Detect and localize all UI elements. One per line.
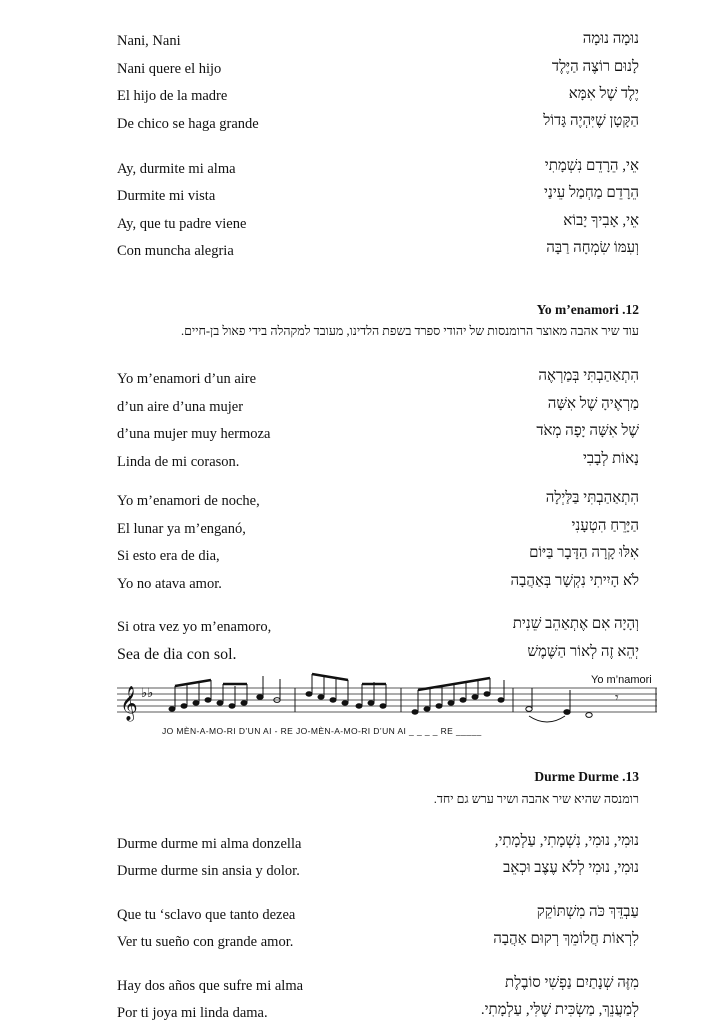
verse-line-es: Nani quere el hijo: [117, 61, 222, 77]
key-signature-icon: ♭♭: [141, 686, 154, 701]
staff-lines: [117, 688, 657, 712]
verse-line-es: Yo m’enamori de noche,: [117, 493, 260, 509]
verse-line-he: הַיָּרֵחַ הִטְעָנִי: [571, 518, 639, 534]
verse-line-he: הֵרָדֵם מַחְמַל עֵינַי: [544, 185, 639, 201]
verse-line-es: Hay dos años que sufre mi alma: [117, 978, 304, 994]
verse-line-he: לְמַעֲנֵךְ, מַשְׂכִּית שֶׁלִּי, עַלְמָתִי.: [480, 1002, 639, 1018]
verse-line-he: נוּמָה נוּמָה: [582, 31, 639, 47]
verse-line-es: Ay, durmite mi alma: [117, 161, 236, 177]
verse-line-es: Que tu ‘sclavo que tanto dezea: [117, 907, 296, 923]
score-lyric: JO MÈN-A-MO-RI D’UN AI - RE JO-MÈN-A-MO-RI D’UN AI _ _ _ _ RE _____: [162, 726, 482, 736]
verse-line-es: Con muncha alegria: [117, 243, 234, 259]
verse-line-he: שֶׁל אִשָּׁה יָפָה מְאֹד: [536, 423, 639, 439]
verse-line-es: Yo m’enamori d’un aire: [117, 371, 257, 387]
music-score: [117, 672, 657, 748]
verse-line-he: יְהֵא זֶה לְאוֹר הַשֶּׁמֶשׁ: [527, 644, 639, 660]
verse-line-he: אֵי, אָבִיךָ יָבוֹא: [563, 213, 639, 229]
song-title: Durme Durme: [534, 769, 619, 784]
verse-line-es: Por ti joya mi linda dama.: [117, 1005, 268, 1021]
verse-line-he: וְהָיָה אִם אֶתְאַהֵב שֵׁנִית: [512, 616, 639, 632]
verse-line-es: Si esto era de dia,: [117, 548, 220, 564]
verse-line-es: El hijo de la madre: [117, 88, 228, 104]
verse-line-he: וְעִמּוֹ שִׂמְחָה רַבָּה: [546, 240, 639, 256]
treble-clef-icon: 𝄞: [120, 686, 138, 721]
verse-line-he: לִרְאוֹת חֲלוֹמֵךְ רְקוּם אַהֲבָה: [493, 931, 639, 947]
verse-line-es: Nani, Nani: [117, 33, 181, 49]
verse-line-he: לֹא הָיִיתִי נִקְשָׁר בְּאַהֲבָה: [510, 573, 639, 589]
verse-line-he: נוּמִי, נוּמִי לְלֹא עֶצֶב וּכְאֵב: [503, 860, 639, 876]
verse-line-es: d’una mujer muy hermoza: [117, 426, 271, 442]
verse-line-he: הִתְאַהַבְתִּי בְּמַרְאֶה: [538, 368, 639, 384]
verse-line-he: יֶלֶד שֶׁל אִמָּא: [568, 86, 639, 102]
verse-line-es: Sea de dia con sol.: [117, 646, 237, 663]
svg-text:𝄾: 𝄾: [615, 690, 619, 706]
verse-line-es: Linda de mi corason.: [117, 454, 240, 470]
score-caption: Yo m’namori: [591, 674, 652, 686]
verse-line-he: לָנוּם רוֹצֶה הַיֶּלֶד: [551, 59, 639, 75]
verse-line-he: הַקָּטָן שֶׁיִּהְיֶה גָּדוֹל: [543, 113, 639, 129]
verse-line-he: מַרְאֶיהָ שֶׁל אִשָּׁה: [547, 396, 639, 412]
verse-line-he: אִלּוּ קָרָה הַדָּבָר בַּיּוֹם: [529, 545, 639, 561]
verse-line-es: Yo no atava amor.: [117, 576, 222, 592]
verse-line-es: Si otra vez yo m’enamoro,: [117, 619, 272, 635]
verse-line-es: Durmite mi vista: [117, 188, 216, 204]
verse-line-es: Ay, que tu padre viene: [117, 216, 247, 232]
notes: [169, 674, 619, 722]
verse-line-he: נוּמִי, נוּמִי, נִשְׁמָתִי, עַלְמָתִי,: [494, 833, 639, 849]
song-number: .12: [622, 302, 639, 317]
verse-line-he: עַבְדֵּךְ כֹּה מִשְׁתּוֹקֵק: [536, 904, 639, 920]
song-heading: [537, 303, 639, 317]
verse-line-he: אֵי, הֵרָדֵם נִשְׁמָתִי: [544, 158, 639, 174]
song-intro: רומנסה שהיא שיר אהבה ושיר ערש גם יחד.: [433, 792, 639, 806]
verse-line-es: Durme durme mi alma donzella: [117, 836, 302, 852]
song-number: .13: [622, 769, 639, 784]
song-title: Yo m’enamori: [536, 302, 619, 317]
song-intro: עוד שיר אהבה מאוצר הרומנסות של יהודי ספרד בשפת הלדינו, מעובד למקהלה בידי פאול בן-חיים.: [181, 324, 639, 338]
verse-line-es: De chico se haga grande: [117, 116, 259, 132]
verse-line-he: הִתְאַהַבְתִּי בַּלַּיְלָה: [545, 490, 639, 506]
verse-line-he: נָאוֹת לְבָבִי: [582, 451, 639, 467]
verse-line-es: Durme durme sin ansia y dolor.: [117, 863, 300, 879]
verse-line-he: מִזֶּה שְׁנָתַיִם נַפְשִׁי סוֹבֶלֶת: [505, 975, 639, 991]
song-heading: [534, 770, 639, 784]
verse-line-es: El lunar ya m’enganó,: [117, 521, 246, 537]
verse-line-es: d’un aire d’una mujer: [117, 399, 244, 415]
verse-line-es: Ver tu sueño con grande amor.: [117, 934, 294, 950]
